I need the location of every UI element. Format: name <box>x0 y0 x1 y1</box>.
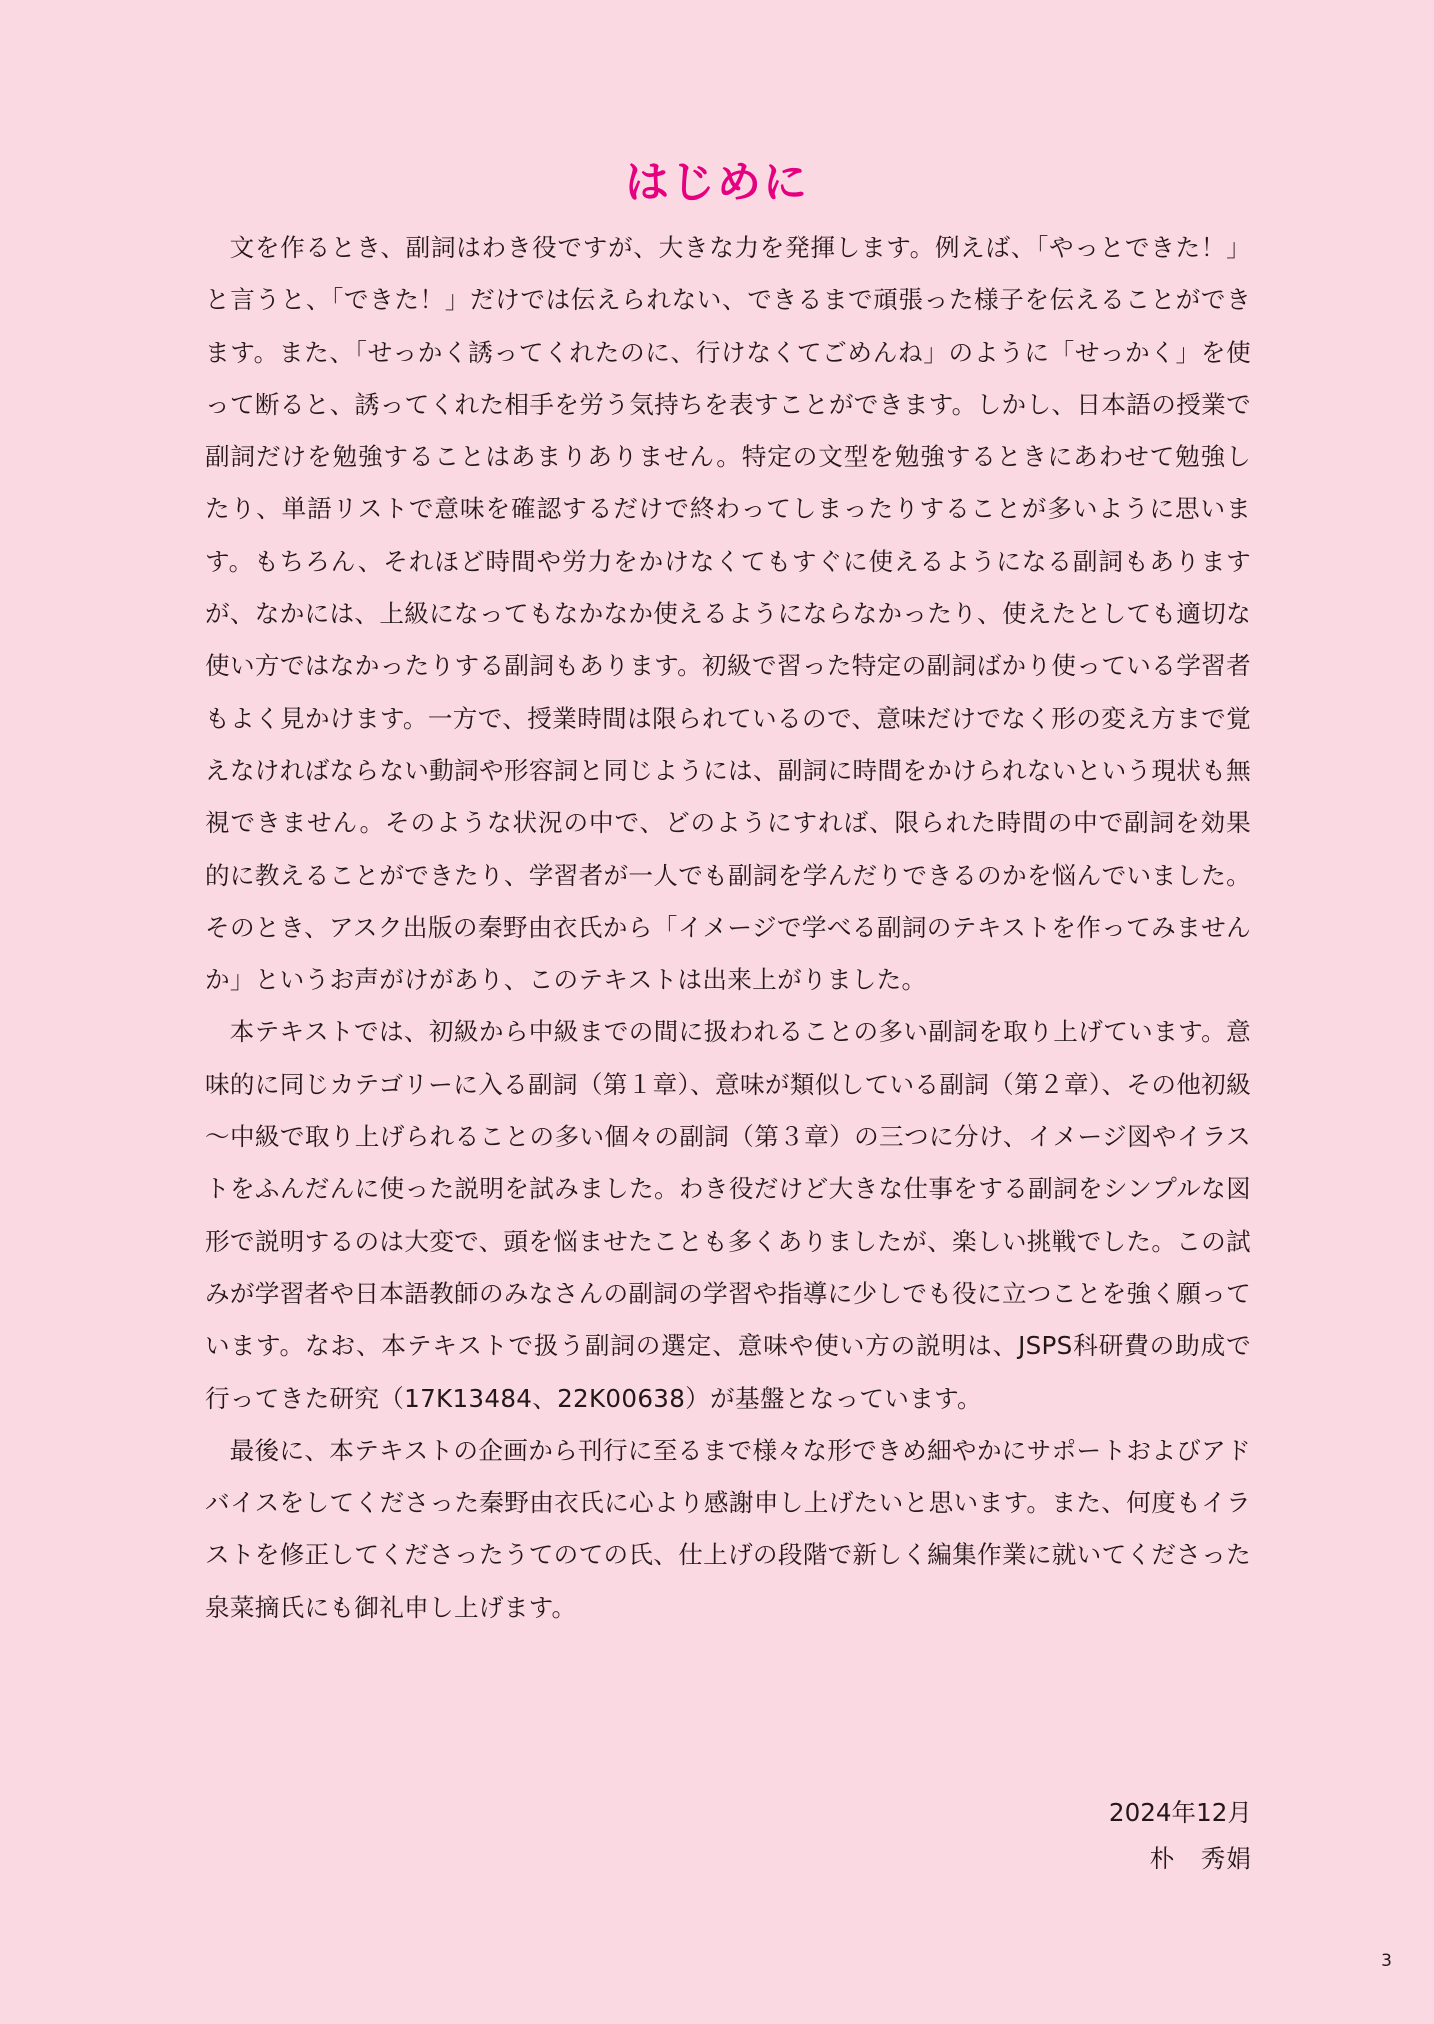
signature-block <box>1109 1790 1252 1882</box>
signature-author: 朴 秀娟 <box>1149 1844 1252 1873</box>
paragraph-contents: 本テキストでは、初級から中級までの間に扱われることの多い副詞を取り上げています。意味的に同じカテゴリーに入る副詞（第１章）、意味が類似している副詞（第２章）、その他初級～中級で取り上げられることの多い個々の副詞（第３章）の三つに分け、イメージ図やイラストをふんだんに使った説明を試みました。わき役だけど大きな仕事をする副詞をシンプルな図形で説明するのは大変で、頭を悩ませたことも多くありましたが、楽しい挑戦でした。この試みが学習者や日本語教師のみなさんの副詞の学習や指導に少しでも役に立つことを強く願っています。なお、本テキストで扱う副詞の選定、意味や使い方の説明は、JSPS科研費の助成で行ってきた研究（17K13484、22K00638）が基盤となっています。 <box>205 1017 1251 1413</box>
page-number: 3 <box>1381 1951 1392 1971</box>
body-text <box>205 222 1251 1634</box>
page-title: はじめに <box>625 157 809 209</box>
signature-date: 2024年12月 <box>1108 1798 1252 1827</box>
paragraph-acknowledgements: 最後に、本テキストの企画から刊行に至るまで様々な形できめ細やかにサポートおよびアドバイスをしてくださった秦野由衣氏に心より感謝申し上げたいと思います。また、何度もイラストを修正してくださったうてのての氏、仕上げの段階で新しく編集作業に就いてくださった泉菜摘氏にも御礼申し上げます。 <box>205 1435 1251 1622</box>
paragraph-intro: 文を作るとき、副詞はわき役ですが、大きな力を発揮します。例えば、「やっとできた！」と言うと、「できた！」だけでは伝えられない、できるまで頑張った様子を伝えることができます。また、「せっかく誘ってくれたのに、行けなくてごめんね」のように「せっかく」を使って断ると、誘ってくれた相手を労う気持ちを表すことができます。しかし、日本語の授業で副詞だけを勉強することはあまりありません。特定の文型を勉強するときにあわせて勉強したり、単語リストで意味を確認するだけで終わってしまったりすることが多いように思います。もちろん、それほど時間や労力をかけなくてもすぐに使えるようになる副詞もありますが、なかには、上級になってもなかなか使えるようにならなかったり、使えたとしても適切な使い方ではなかったりする副詞もあります。初級で習った特定の副詞ばかり使っている学習者もよく見かけます。一方で、授業時間は限られているので、意味だけでなく形の変え方まで覚えなければならない動詞や形容詞と同じようには、副詞に時間をかけられないという現状も無視できません。そのような状況の中で、どのようにすれば、限られた時間の中で副詞を効果的に教えることができたり、学習者が一人でも副詞を学んだりできるのかを悩んでいました。そのとき、アスク出版の秦野由衣氏から「イメージで学べる副詞のテキストを作ってみませんか」というお声がけがあり、このテキストは出来上がりました。 <box>205 233 1251 995</box>
